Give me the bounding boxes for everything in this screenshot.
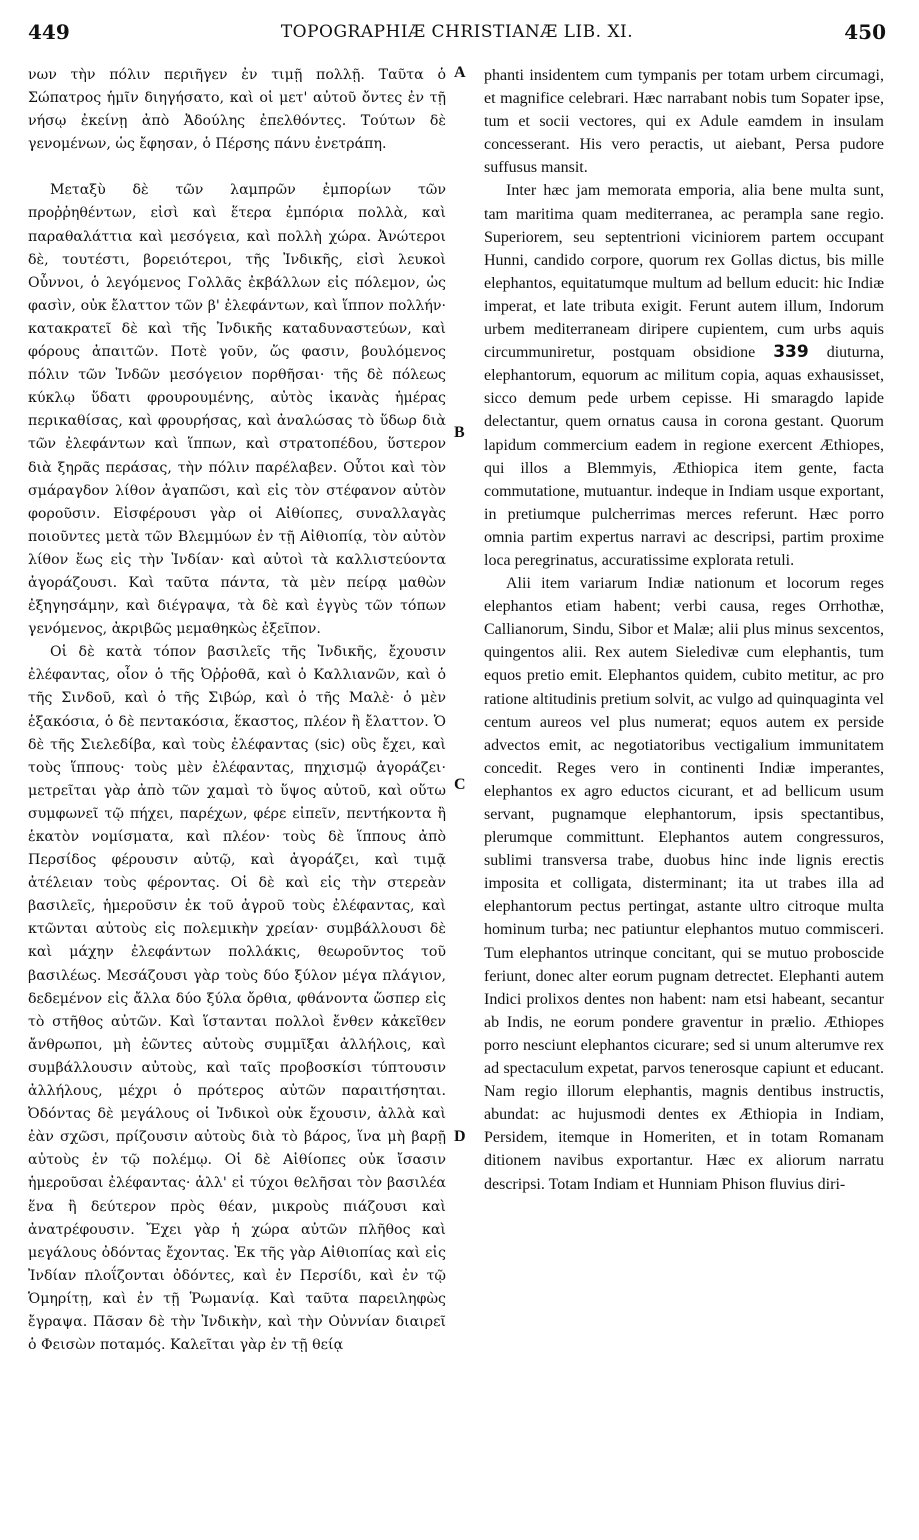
- margin-marker-d: D: [454, 1128, 466, 1145]
- latin-paragraph-3: Alii item variarum Indiæ nationum et locorum reges elephantos etiam habent; verbi causa, reges Orrhothæ, Callianorum, Sindu, Sibor et Malæ; alii plus minus sexcentos, quingentos alii. Rex autem Sieledivæ cum elephantis, tum equos pretio emit. Elephantos quidem, cubito metitur, ac pro ratione altitudinis pretium solvit, ac vulgo ad quinquaginta vel centum aureos vel plus numerat; equos autem ex perside advectos emit, ac negotiatoribus vectigalium immunitatem concedit. Reges vero in continenti Indiæ imperantes, elephantos ex agro eductos cicurant, et ad bellicum usum servant, pugnamque elephantorum, ipsis spectantibus, plerumque committunt. Elephantos autem congressuros, sublimi transversa trabe, duobus hinc inde lignis erectis imposita et colligata, disterminant; ita ut trabes illa ad elephantorum pectus pertingat, astante ultro citroque multa hominum turba; nec patiuntur elephantos mutuo commisceri. Tum elephantos utrinque concitant, qui se mutuo proboscide feriunt, donec alter eorum pugnam detrectet. Elephanti autem Indici prolixos dentes non habent: nam etsi habeant, secantur ab Indis, ne eorum pondere graventur in prælio. Æthiopes porro nesciunt elephantos cicurare; sed si unum alterumve rex ad spectaculum expetat, parvos tenerosque capiunt et educant. Nam regio illorum elephantis, magnis dentibus instructis, abundat: ac hujusmodi dentes ex Æthiopia in Indiam, Persidem, itemque in Homeriten, et in totam Romanam ditionem navibus exportantur. Hæc ex aliorum narratu descripsi. Totam Indiam et Hunniam Phison fluvius diri-: [484, 575, 884, 1193]
- greek-paragraph-1: νων τὴν πόλιν περιῆγεν ἐν τιμῇ πολλῇ. Ταῦτα ὁ Σώπατρος ἡμῖν διηγήσατο, καὶ οἱ μετ' αὐτοῦ ὄντες ἐν τῇ νήσῳ ἐκείνῃ ἀπὸ Ἀδούλης ἐπελθόντες. Τούτων δὲ γενομένων, ὡς ἔφησαν, ὁ Πέρσης πάνυ ἐνετράπη.: [28, 67, 446, 153]
- margin-marker-b: B: [454, 424, 465, 441]
- page-number-right: 450: [844, 20, 886, 44]
- latin-paragraph-2: [484, 179, 884, 572]
- latin-paragraph-2-part-a: Inter hæc jam memorata emporia, alia bene multa sunt, tam maritima quam mediterranea, ac perampla sane regio. Superiorem, seu septentrioni viciniorem partem occupant Hunni, candido corpore, quorum rex Gollas dictus, bis mille elephantos, equitatumque multum ad bellum educit: hic Indiæ imperat, et late tributa exigit. Ferunt autem illum, Indorum urbem mediterraneam diripere cupientem, cum urbs aquis circummuniretur, postquam obsidione: [484, 182, 884, 362]
- greek-paragraph-2: Μεταξὺ δὲ τῶν λαμπρῶν ἐμπορίων τῶν προῤῥηθέντων, εἰσὶ καὶ ἕτερα ἐμπόρια πολλὰ, καὶ παραθαλάττια καὶ μεσόγεια, καὶ πολλὴ χώρα. Ἀνώτεροι δὲ, τουτέστι, βορειότεροι, τῆς Ἰνδικῆς, εἰσὶ λευκοὶ Οὖννοι, ὁ λεγόμενος Γολλᾶς ἐκβάλλων εἰς πόλεμον, ὡς φασὶν, οὐκ ἔλαττον τῶν β' ἐλεφάντων, καὶ ἵππον πολλήν· κατακρατεῖ δὲ καὶ τῆς Ἰνδικῆς καταδυναστεύων, καὶ φόρους ἀπαιτῶν. Ποτὲ γοῦν, ὥς φασιν, βουλόμενος πόλιν τῶν Ἰνδῶν μεσόγειον πορθῆσαι· τῆς δὲ πόλεως κύκλῳ ὕδατι φρουρουμένης, αὐτὸς ἱκανὰς ἡμέρας περικαθίσας, καὶ φρουρήσας, καὶ ἀναλώσας τὸ ὕδωρ διὰ τῶν ἐλεφάντων καὶ ἵππων, καὶ στρατοπέδου, ὕστερον διὰ ξηρᾶς περάσας, τὴν πόλιν παρέλαβεν. Οὗτοι καὶ τὸν σμάραγδον λίθον ἀγαπῶσι, καὶ εἰς τὸν στέφανον αὐτὸν φοροῦσιν. Εἰσφέρουσι γὰρ οἱ Αἰθίοπες, συναλλαγὰς ποιοῦντες μετὰ τῶν Βλεμμύων ἐν τῇ Αἰθιοπίᾳ, τὸν αὐτὸν λίθον ἕως εἰς τὴν Ἰνδίαν· καὶ αὐτοὶ τὰ καλλιστεύοντα ἀγοράζουσι. Καὶ ταῦτα πάντα, τὰ μὲν πείρᾳ μαθὼν ἐξηγησάμην, καὶ διέγραψα, τὰ δὲ καὶ ἐγγὺς τῶν τόπων γενόμενος, ἀκριβῶς μεμαθηκὼς ἐξεῖπον.: [28, 182, 446, 638]
- greek-paragraph-3: Οἱ δὲ κατὰ τόπον βασιλεῖς τῆς Ἰνδικῆς, ἔχουσιν ἐλέφαντας, οἷον ὁ τῆς Ὀῤῥοθᾶ, καὶ ὁ Καλλιανῶν, καὶ ὁ τῆς Σινδοῦ, καὶ ὁ τῆς Σιβώρ, καὶ ὁ τῆς Μαλὲ· ὁ μὲν ἑξακόσια, ὁ δὲ πεντακόσια, ἕκαστος, πλέον ἢ ἔλαττον. Ὁ δὲ τῆς Σιελεδίβα, καὶ τοὺς ἐλέφαντας (sic) οὓς ἔχει, καὶ τοὺς ἵππους· τοὺς μὲν ἐλέφαντας, πηχισμῷ ἀγοράζει· μετρεῖται γὰρ ἀπὸ τῶν χαμαὶ τὸ ὕψος αὐτοῦ, καὶ οὕτω συμφωνεῖ τῷ πήχει, παρέχων, φέρε εἰπεῖν, πεντήκοντα ἢ ἑκατὸν νομίσματα, καὶ πλέον· τοὺς δὲ ἵππους ἀπὸ Περσίδος φέρουσιν αὐτῷ, καὶ ἀγοράζει, καὶ τιμᾷ ἀτέλειαν τοὺς φέροντας. Οἱ δὲ καὶ εἰς τὴν στερεὰν βασιλεῖς, ἡμεροῦσιν ἐκ τοῦ ἀγροῦ τοὺς ἐλέφαντας, καὶ κτῶνται αὐτοὺς εἰς πολεμικὴν χρείαν· συμβάλλουσι δὲ καὶ μάχην ἐλεφάντων πολλάκις, θεωροῦντος τοῦ βασιλέως. Μεσάζουσι γὰρ τοὺς δύο ξύλον μέγα πλάγιον, δεδεμένον εἰς ἄλλα δύο ξύλα ὄρθια, φθάνοντα ὥσπερ εἰς τὸ στῆθος αὐτῶν. Καὶ ἵστανται πολλοὶ ἔνθεν κἀκεῖθεν ἄνθρωποι, μὴ ἐῶντες αὐτοὺς συμμῖξαι ἀλλήλοις, καὶ συμβάλλουσιν αὐτοὺς, καὶ ταῖς προβοσκίσι τύπτουσιν ἀλλήλους, μέχρι ὁ πρότερος αὐτῶν παραιτήσηται. Ὀδόντας δὲ μεγάλους οἱ Ἰνδικοὶ οὐκ ἔχουσιν, ἀλλὰ καὶ ἐὰν σχῶσι, πρίζουσιν αὐτοὺς διὰ τὸ βάρος, ἵνα μὴ βαρῇ αὐτοὺς ἐν τῷ πολέμῳ. Οἱ δὲ Αἰθίοπες οὐκ ἴσασιν ἡμεροῦσαι ἐλέφαντας· ἀλλ' εἰ τύχοι θελῆσαι τὸν βασιλέα ἕνα ἢ δεύτερον πρὸς θέαν, μικροὺς πιάζουσι καὶ ἀνατρέφουσιν. Ἔχει γὰρ ἡ χώρα αὐτῶν πλῆθος καὶ μεγάλους ὀδόντας ἔχοντας. Ἐκ τῆς γὰρ Αἰθιοπίας καὶ εἰς Ἰνδίαν πλοΐζονται ὀδόντες, καὶ ἐν Περσίδι, καὶ ἐν τῷ Ὁμηρίτῃ, καὶ ἐν τῇ Ῥωμανίᾳ. Καὶ ταῦτα παρειληφὼς ἔγραψα. Πᾶσαν δὲ τὴν Ἰνδικὴν, καὶ τὴν Οὐννίαν διαιρεῖ ὁ Φεισὼν ποταμός. Καλεῖται γὰρ ἐν τῇ θείᾳ: [28, 644, 446, 1354]
- margin-marker-c: C: [454, 776, 466, 793]
- column-number: 339: [773, 342, 809, 363]
- latin-paragraph-2-part-b: diuturna, elephantorum, equorum ac militum copia, aquas exhausisset, sicco demum pede urbem cepisse. Hi smaragdo lapide delectantur, quem ornatus causa in corona gestant. Quorum lapidum commercium eadem in regione exercent Æthiopes, qui illos a Blemmyis, Æthiopica item gente, facta commutatione, mutuantur. indeque in Indiam usque exportant, in pretiumque pulcherrimas merces referunt. Hæc porro omnia partim expertus narravi ac descripsi, partim proxime loca peregrinatus, accuratissime explorata retuli.: [484, 344, 885, 569]
- greek-column: [28, 64, 446, 1357]
- page-number-left: 449: [28, 20, 70, 44]
- running-title: TOPOGRAPHIÆ CHRISTIANÆ LIB. XI.: [280, 22, 634, 42]
- running-header: [28, 20, 886, 50]
- margin-marker-a: A: [454, 64, 466, 81]
- latin-column: [484, 64, 884, 1196]
- latin-paragraph-1: phanti insidentem cum tympanis per totam urbem circumagi, et magnifice celebrari. Hæc narrabant nobis tum Sopater ipse, tum et socii vectores, qui ex Adule eamdem in insulam concesserant. His vero peractis, ut aiebant, Persa pudore suffusus mansit.: [484, 67, 884, 177]
